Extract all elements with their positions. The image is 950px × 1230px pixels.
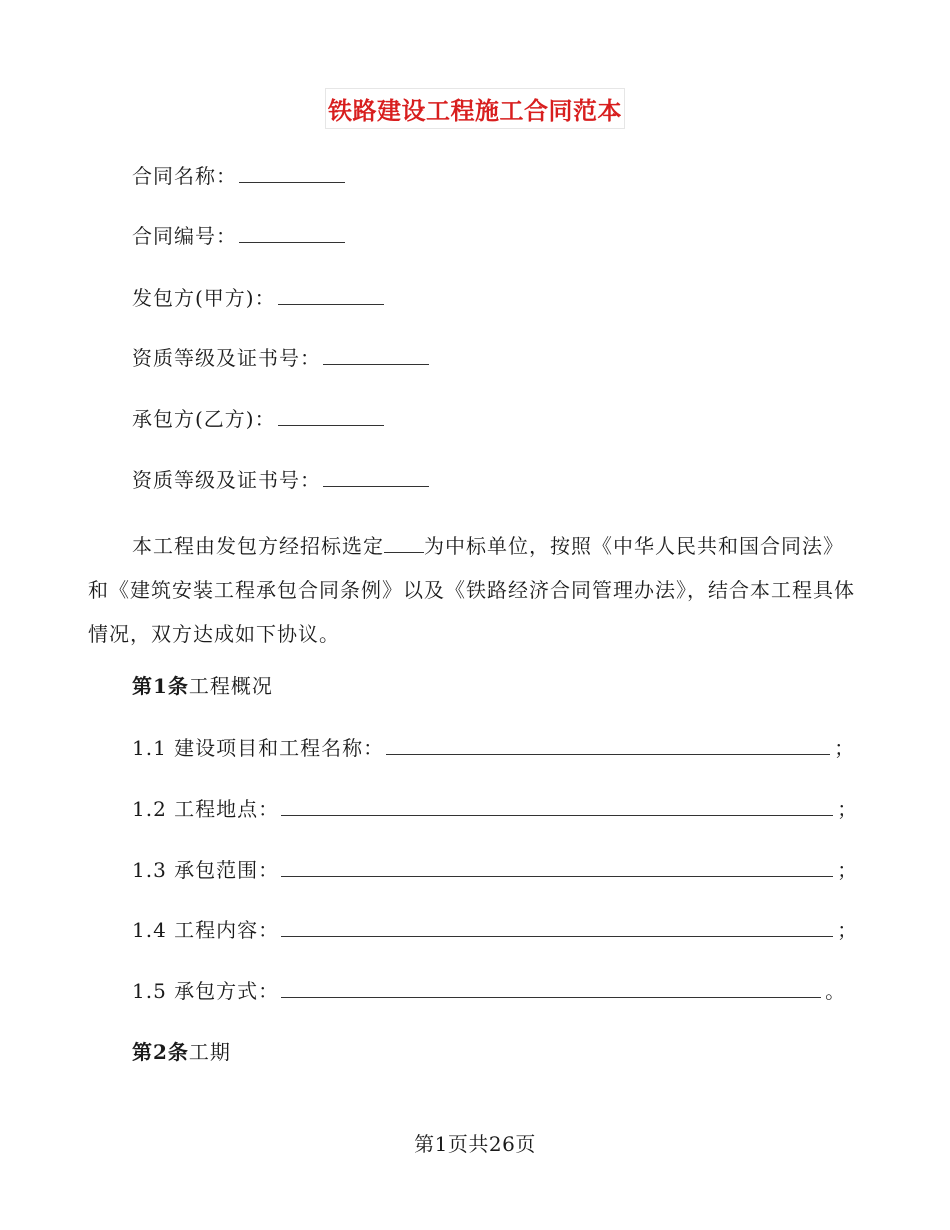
article-prefix: 第 [132,1040,153,1064]
article-number: 1 [153,674,168,698]
field-label: 资质等级及证书号： [132,346,321,370]
item-1-3 [132,856,858,884]
item-label: 承包范围： [174,858,280,882]
field-party-a-qualification [132,344,429,372]
intro-part2: 为中标单位，按照《中华人民共和国合同法》和《建筑安装工程承包合同条例》以及《铁路经济合同管理办法》，结合本工程具体情况，双方达成如下协议。 [88,534,855,646]
item-number: 1.1 [132,736,167,760]
article-1-heading [132,672,273,700]
item-end-punct: 。 [825,979,847,1003]
article-prefix: 第 [132,674,153,698]
field-contract-name [132,162,345,190]
blank-line [281,916,833,937]
item-label: 工程地点： [174,797,280,821]
item-1-5 [132,977,846,1005]
field-label: 资质等级及证书号： [132,468,321,492]
article-number: 2 [153,1040,168,1064]
field-label: 发包方(甲方)： [132,286,276,310]
blank-line [386,734,830,755]
item-end-punct: ； [837,918,859,942]
item-end-punct: ； [837,858,859,882]
article-suffix: 条 [167,1040,189,1064]
article-2-heading [132,1038,231,1066]
field-label: 合同名称： [132,164,237,188]
article-suffix: 条 [167,674,189,698]
page-footer: 第1页共26页 [414,1132,536,1156]
document-title-wrap [0,88,950,129]
field-label: 承包方(乙方)： [132,407,276,431]
intro-paragraph [88,524,858,656]
item-1-1 [132,734,855,762]
blank-line [281,795,833,816]
blank-line [323,466,429,487]
item-label: 承包方式： [174,979,280,1003]
item-number: 1.5 [132,979,167,1003]
blank-line [278,405,384,426]
blank-line [323,344,429,365]
item-label: 建设项目和工程名称： [174,736,385,760]
item-1-4 [132,916,858,944]
field-party-b [132,405,384,433]
item-label: 工程内容： [174,918,280,942]
item-1-2 [132,795,858,823]
article-title: 工程概况 [188,674,273,698]
item-number: 1.4 [132,918,167,942]
document-title: 铁路建设工程施工合同范本 [325,88,625,129]
field-label: 合同编号： [132,224,237,248]
blank-line [239,162,345,183]
blank-line [281,856,833,877]
field-contract-number [132,222,345,250]
item-number: 1.3 [132,858,167,882]
item-end-punct: ； [837,797,859,821]
blank-line [281,977,821,998]
blank-line [384,532,424,553]
article-title: 工期 [188,1040,231,1064]
blank-line [278,284,384,305]
field-party-a [132,284,384,312]
intro-part1: 本工程由发包方经招标选定 [132,534,384,558]
blank-line [239,222,345,243]
field-party-b-qualification [132,466,429,494]
item-end-punct: ； [834,736,856,760]
item-number: 1.2 [132,797,167,821]
